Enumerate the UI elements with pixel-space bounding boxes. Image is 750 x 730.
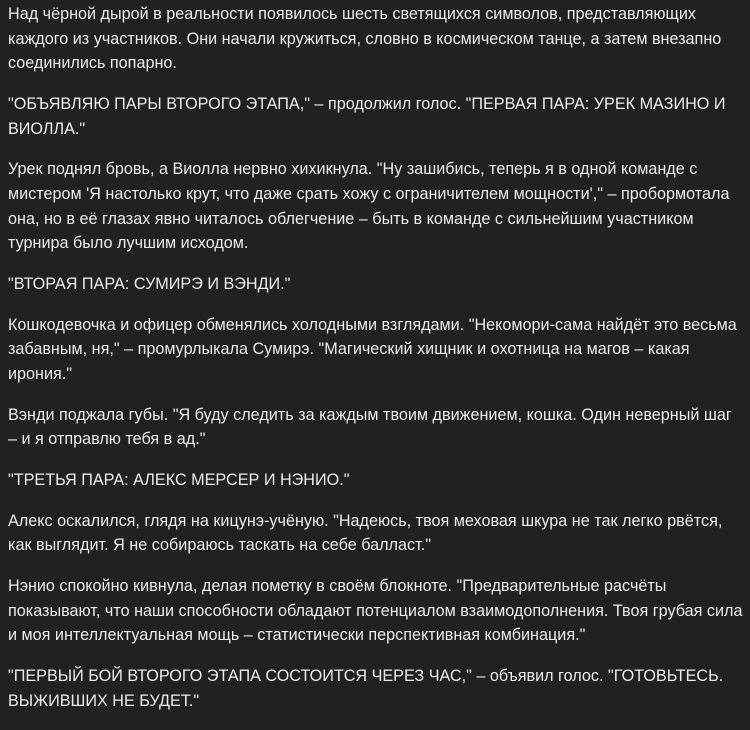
paragraph-9: Нэнио спокойно кивнула, делая пометку в своём блокноте. "Предварительные расчёты показывают, что наши способности обладают потенциалом взаимодополнения. Твоя грубая сила и моя интеллектуальная мощь – статистически перспективная комбинация." bbox=[8, 577, 743, 645]
paragraph-7: "ТРЕТЬЯ ПАРА: АЛЕКС МЕРСЕР И НЭНИО." bbox=[8, 471, 350, 490]
paragraph-6: Вэнди поджала губы. "Я буду следить за каждым твоим движением, кошка. Один неверный шаг – и я отправлю тебя в ад." bbox=[8, 405, 732, 449]
paragraph-5: Кошкодевочка и офицер обменялись холодными взглядами. "Некомори-сама найдёт это весьма забавным, ня," – промурлыкала Сумирэ. "Магический хищник и охотница на магов – какая ирония." bbox=[8, 315, 737, 383]
story-text bbox=[8, 2, 743, 730]
paragraph-2: "ОБЪЯВЛЯЮ ПАРЫ ВТОРОГО ЭТАПА," – продолжил голос. "ПЕРВАЯ ПАРА: УРЕК МАЗИНО И ВИОЛЛА." bbox=[8, 94, 726, 138]
paragraph-1: Над чёрной дырой в реальности появилось шесть светящихся символов, представляющих каждого из участников. Они начали кружиться, словно в космическом танце, а затем внезапно соединились попарно. bbox=[8, 5, 722, 73]
paragraph-4: "ВТОРАЯ ПАРА: СУМИРЭ И ВЭНДИ." bbox=[8, 274, 291, 293]
paragraph-3: Урек поднял бровь, а Виолла нервно хихикнула. "Ну зашибись, теперь я в одной команде с мистером 'Я настолько крут, что даже срать хожу с ограничителем мощности'," – пробормотала она, но в её глазах явно читалось облегчение – быть в команде с сильнейшим участником турнира было лучшим исходом. bbox=[8, 160, 730, 253]
paragraph-10: "ПЕРВЫЙ БОЙ ВТОРОГО ЭТАПА СОСТОИТСЯ ЧЕРЕЗ ЧАС," – объявил голос. "ГОТОВЬТЕСЬ. ВЫЖИВШИХ НЕ БУДЕТ." bbox=[8, 667, 724, 710]
paragraph-8: Алекс оскалился, глядя на кицунэ-учёную. "Надеюсь, твоя меховая шкура не так легко рвётся, как выглядит. Я не собираюсь таскать на себе балласт." bbox=[8, 511, 723, 555]
